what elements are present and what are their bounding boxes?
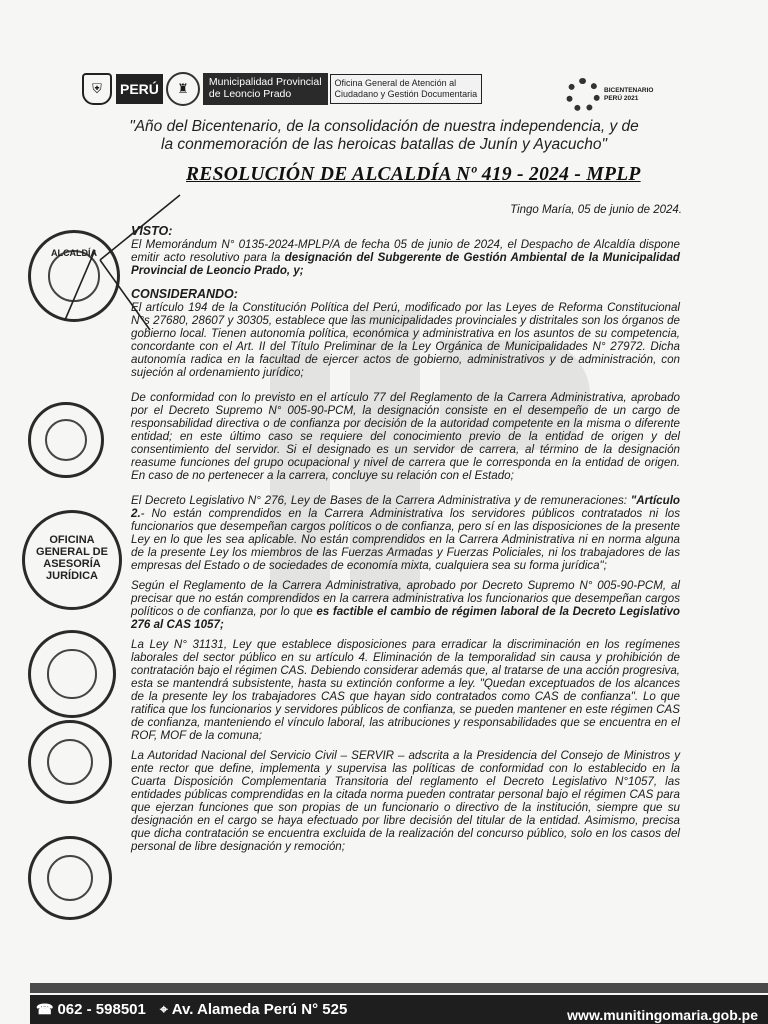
footer-phone: ☎ 062 - 598501 (36, 1001, 146, 1018)
visto-heading: VISTO: (131, 224, 173, 238)
paragraph-1: El artículo 194 de la Constitución Política del Perú, modificado por las Leyes de Reforma Constitucional N°s 27680, 28607 y 30305, establece que las municipalidades provinciales y distritales son los órganos de gobierno local. Tienen autonomía política, económica y administrativa en los asuntos de su competencia, concordante con el Art. II del Título Preliminar de la Ley Orgánica de Municipalidades N° 27972. Dicha autonomía radica en la facultad de ejercer actos de gobierno, administrativos y de administración, con sujeción al ordenamiento jurídico; (131, 301, 680, 379)
oficina-stamp-1 (28, 630, 116, 718)
bicentenario-logo: BICENTENARIO PERÚ 2021 (566, 78, 653, 112)
signature-mark (40, 190, 190, 340)
oficina-stamp-2 (28, 720, 112, 804)
municipality-name: Municipalidad Provincial de Leoncio Prado (203, 73, 328, 105)
phone-icon: ☎ (36, 1001, 54, 1017)
motto-line-1: "Año del Bicentenario, de la consolidación de nuestra independencia, y de (129, 118, 639, 135)
subgerencia-stamp (28, 836, 112, 920)
header-logos (82, 72, 482, 106)
location-pin-icon: ⌖ (159, 1001, 168, 1017)
municipal-crest-icon: ♜ (166, 72, 200, 106)
alcaldia-stamp: ALCALDÍA (28, 230, 120, 322)
footer-website[interactable]: www.munitingomaria.gob.pe (567, 1007, 758, 1023)
bicentenario-icon (566, 78, 600, 112)
document-date: Tingo María, 05 de junio de 2024. (510, 204, 682, 216)
paragraph-6: La Autoridad Nacional del Servicio Civil – SERVIR – adscrita a la Presidencia del Consejo de Ministros y ente rector que define, implementa y supervisa las políticas de conformidad con lo establecido en la Cuarta Disposición Complementaria Transitoria del reglamento el Decreto Legislativo N°1057, las entidades públicas comprendidas en la citada norma pueden contratar personal bajo el régimen CAS para que ejerzan funciones que son propias de un funcionario o directivo de la institución, siempre que su designación en el cargo se haya efectuado por libre decisión del titular de la entidad. Asimismo, precisa que dicha contratación se encuentra excluida de la realización del concurso público, solo en los casos del personal de libre designación y remoción; (131, 749, 680, 853)
office-name: Oficina General de Atención al Ciudadano y Gestión Documentaria (330, 74, 483, 104)
considerando-heading: CONSIDERANDO: (131, 287, 238, 301)
asesoria-juridica-stamp: OFICINA GENERAL DE ASESORÍA JURÍDICA (22, 510, 122, 610)
footer-address: ⌖ Av. Alameda Perú N° 525 (159, 1001, 348, 1018)
visto-paragraph: El Memorándum N° 0135-2024-MPLP/A de fecha 05 de junio de 2024, el Despacho de Alcaldía dispone emitir acto resolutivo para la designación del Subgerente de Gestión Ambiental de la Municipalidad Provincial de Leoncio Prado, y; (131, 238, 680, 277)
document-body (131, 225, 680, 860)
paragraph-5: La Ley N° 31131, Ley que establece disposiciones para erradicar la discriminación en los regímenes laborales del sector público en su artículo 4. Eliminación de la temporalidad sin causa y prohibición de contratación bajo el régimen CAS. Debiendo considerar además que, al tratarse de una acción progresiva, esta se mantendrá subsistente, hasta su extinción conforme a ley. "Quedan exceptuados de los alcances de la presente ley los trabajadores CAS que hayan sido contratados como CAS de confianza". Lo que ratifica que los funcionarios y servidores públicos de confianza, se pueden mantener en este régimen CAS de confianza, manteniendo el vínculo laboral, las atribuciones y responsabilidades que se encuentra en el ROF, MOF de la comuna; (131, 638, 680, 742)
peru-label: PERÚ (116, 74, 163, 104)
paragraph-3: El Decreto Legislativo N° 276, Ley de Bases de la Carrera Administrativa y de remuneraciones: "Artículo 2.- No están comprendidos en la Carrera Administrativa los servidores públicos contratados ni los funcionarios que desempeñan cargos políticos o de confianza, pero sí en las disposiciones de la presente Ley en lo que les sea aplicable. No están comprendidos en la Carrera Administrativa ni en norma alguna de la presente Ley los miembros de las Fuerzas Armadas y Fuerzas Policiales, ni los trabajadores de las empresas del Estado o de sociedades de economía mixta, cualquiera sea su forma jurídica"; (131, 494, 680, 572)
footer-divider (30, 983, 768, 993)
footer-bar (30, 995, 768, 1024)
gerencia-stamp (28, 402, 104, 478)
paragraph-2: De conformidad con lo previsto en el artículo 77 del Reglamento de la Carrera Administrativa, aprobado por el Decreto Supremo N° 005-90-PCM, la designación consiste en el desempeño de un cargo de responsabilidad directiva o de confianza por decisión de la autoridad competente en la misma o diferente entidad; en este último caso se requiere del conocimiento previo de la entidad de origen y del consentimiento del servidor. Si el designado es un servidor de carrera, al término de la designación reasume funciones del grupo ocupacional y nivel de carrera que le corresponda en la entidad de origen. En caso de no pertenecer a la carrera, concluye su relación con el Estado; (131, 391, 680, 482)
resolution-title: RESOLUCIÓN DE ALCALDÍA Nº 419 - 2024 - MPLP (186, 164, 641, 185)
paragraph-4: Según el Reglamento de la Carrera Administrativa, aprobado por Decreto Supremo N° 005-90-PCM, al precisar que no están comprendidos en la carrera administrativa los funcionarios que desempeñan cargos políticos o de confianza, por lo que es factible el cambio de régimen laboral de la Decreto Legislativo 276 al CAS 1057; (131, 579, 680, 631)
motto-line-2: la conmemoración de las heroicas batallas de Junín y Ayacucho" (161, 136, 607, 153)
peru-crest-icon: ⛨ (82, 73, 112, 105)
